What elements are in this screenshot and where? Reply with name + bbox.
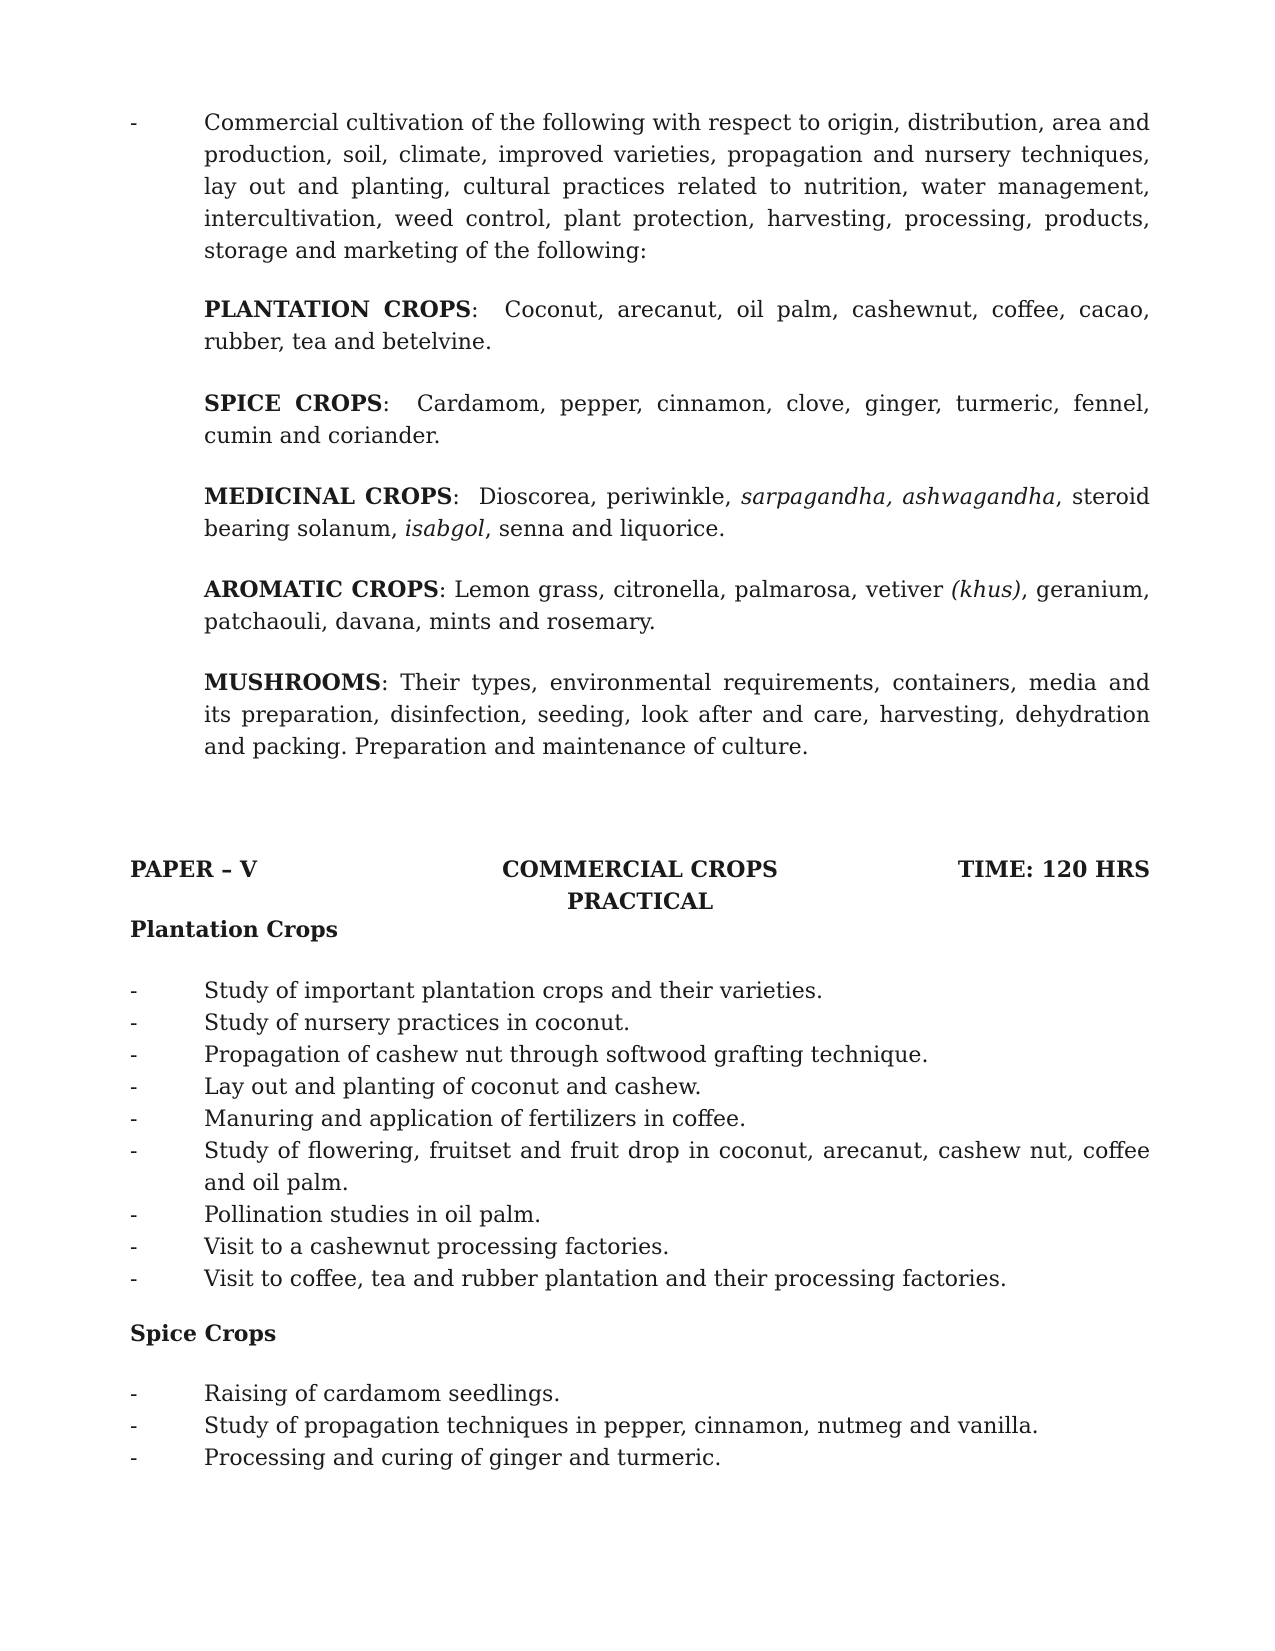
list-item-text: Processing and curing of ginger and turmeric. — [204, 1446, 722, 1471]
list-item — [130, 1443, 1150, 1475]
mushrooms-label: MUSHROOMS — [204, 670, 382, 696]
paper-time: TIME: 120 HRS — [957, 857, 1150, 883]
bullet-dash: - — [130, 1075, 138, 1100]
bullet-dash: - — [130, 979, 138, 1004]
plantation-crops-label: PLANTATION CROPS — [204, 297, 472, 323]
list-item — [130, 1040, 1150, 1072]
list-item — [130, 1072, 1150, 1104]
list-item — [130, 1379, 1150, 1411]
colon: : — [452, 485, 460, 510]
medicinal-italic-a: sarpagandha, ashwagandha — [741, 485, 1056, 510]
bullet-dash: - — [130, 1267, 138, 1292]
colon: : — [438, 578, 447, 603]
colon: : — [471, 298, 479, 323]
spice-crops-text: Cardamom, pepper, cinnamon, clove, ginger, turmeric, fennel, cumin and coriander. — [204, 392, 1150, 449]
bullet-dash: - — [130, 1382, 138, 1407]
medicinal-text-a: Dioscorea, periwinkle, — [478, 485, 742, 510]
list-item — [130, 1232, 1150, 1264]
medicinal-text-b: , steroid bearing solanum, — [204, 485, 1150, 542]
spice-practical-list — [130, 1379, 1150, 1475]
intro-item — [130, 108, 1150, 268]
list-item — [130, 1136, 1150, 1200]
bullet-dash: - — [130, 1043, 138, 1068]
list-item-text: Lay out and planting of coconut and cashew. — [204, 1075, 702, 1100]
mushrooms-paragraph — [204, 667, 1150, 764]
list-item — [130, 1200, 1150, 1232]
list-item-text: Raising of cardamom seedlings. — [204, 1382, 561, 1407]
list-item-text: Manuring and application of fertilizers in coffee. — [204, 1107, 747, 1132]
spice-crops-paragraph — [204, 388, 1150, 453]
aromatic-text-b: , geranium, patchaouli, davana, mints and rosemary. — [204, 578, 1150, 635]
paper-title-line1: COMMERCIAL CROPS — [502, 857, 778, 883]
plantation-crops-text: Coconut, arecanut, oil palm, cashewnut, coffee, cacao, rubber, tea and betelvine. — [204, 298, 1150, 355]
list-item-text: Visit to coffee, tea and rubber plantation and their processing factories. — [204, 1267, 1007, 1292]
list-item — [130, 1264, 1150, 1296]
list-item-text: Propagation of cashew nut through softwood grafting technique. — [204, 1043, 929, 1068]
medicinal-crops-paragraph — [204, 481, 1150, 546]
bullet-dash: - — [130, 1011, 138, 1036]
colon: : — [382, 392, 390, 417]
medicinal-text-c: , senna and liquorice. — [484, 517, 726, 542]
medicinal-crops-label: MEDICINAL CROPS — [204, 484, 453, 510]
aromatic-crops-label: AROMATIC CROPS — [204, 577, 439, 603]
bullet-dash: - — [130, 1414, 138, 1439]
spice-crops-label: SPICE CROPS — [204, 391, 383, 417]
spice-crops-heading: Spice Crops — [130, 1321, 277, 1347]
intro-text: Commercial cultivation of the following with respect to origin, distribution, area and production, soil, climate, improved varieties, propagation and nursery techniques, lay out and planting, cultural practices related to nutrition, water management, intercultivation, weed control, plant protection, harvesting, processing, products, storage and marketing of the following: — [204, 111, 1150, 264]
list-item-text: Visit to a cashewnut processing factories. — [204, 1235, 670, 1260]
paper-title-line2: PRACTICAL — [566, 889, 714, 915]
list-item — [130, 1008, 1150, 1040]
list-item-text: Pollination studies in oil palm. — [204, 1203, 542, 1228]
bullet-dash: - — [130, 111, 138, 136]
list-item-text: Study of propagation techniques in pepper, cinnamon, nutmeg and vanilla. — [204, 1414, 1039, 1439]
list-item-text: Study of flowering, fruitset and fruit drop in coconut, arecanut, cashew nut, coffee and oil palm. — [204, 1139, 1150, 1196]
bullet-dash: - — [130, 1203, 138, 1228]
colon: : — [381, 671, 389, 696]
medicinal-italic-b: isabgol — [404, 517, 485, 542]
bullet-dash: - — [130, 1107, 138, 1132]
list-item — [130, 1104, 1150, 1136]
list-item-text: Study of nursery practices in coconut. — [204, 1011, 631, 1036]
paper-number: PAPER – V — [130, 857, 257, 883]
aromatic-crops-paragraph — [204, 574, 1150, 639]
bullet-dash: - — [130, 1139, 138, 1164]
bullet-dash: - — [130, 1235, 138, 1260]
list-item-text: Study of important plantation crops and their varieties. — [204, 979, 823, 1004]
plantation-practical-list — [130, 976, 1150, 1296]
list-item — [130, 1411, 1150, 1443]
mushrooms-text: Their types, environmental requirements, containers, media and its preparation, disinfection, seeding, look after and care, harvesting, dehydration and packing. Preparation and maintenance of culture. — [204, 671, 1150, 760]
aromatic-italic-a: (khus) — [951, 578, 1022, 603]
bullet-dash: - — [130, 1446, 138, 1471]
aromatic-text-a: Lemon grass, citronella, palmarosa, vetiver — [454, 578, 951, 603]
list-item — [130, 976, 1150, 1008]
plantation-crops-heading: Plantation Crops — [130, 917, 338, 943]
plantation-crops-paragraph — [204, 294, 1150, 359]
